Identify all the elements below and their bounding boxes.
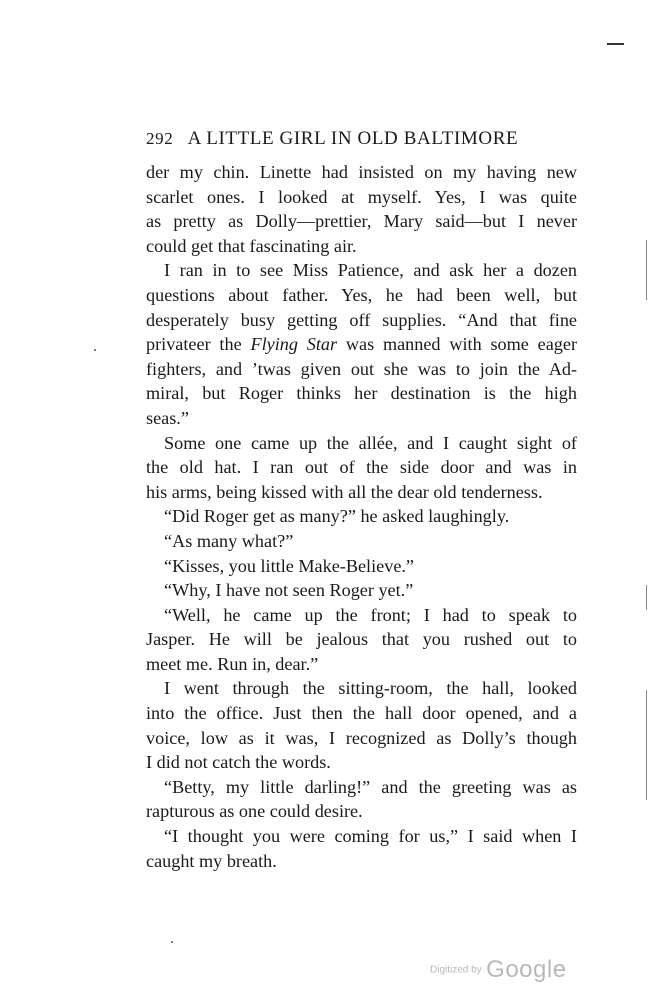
text-line: “Why, I have not seen Roger yet.” — [164, 580, 414, 601]
text-line: meet me. Run in, dear.” — [146, 653, 319, 674]
text-line: “I thought you were coming for us,” I said when I — [164, 826, 577, 847]
text-line: questions about father. Yes, he had been well, but — [146, 284, 577, 305]
watermark-prefix: Digitized by — [430, 964, 482, 976]
text-line: Some one came up the allée, and I caught sight of — [164, 432, 577, 453]
scan-speck — [94, 349, 96, 351]
body-text — [146, 160, 577, 873]
text-line: privateer the Flying Star was manned with some eager — [146, 334, 578, 355]
text-line: “As many what?” — [164, 530, 294, 551]
page-edge-shadow — [646, 240, 647, 300]
text-line: into the office. Just then the hall door opened, and a — [146, 703, 577, 724]
page-edge-mark — [607, 43, 624, 45]
text-line: “Betty, my little darling!” and the greeting was as — [164, 776, 577, 797]
page-number: 292 — [146, 129, 174, 148]
page-edge-shadow — [646, 690, 647, 800]
text-line: caught my breath. — [146, 850, 277, 871]
text-line: voice, low as it was, I recognized as Dolly’s though — [146, 727, 577, 748]
running-title: A LITTLE GIRL IN OLD BALTIMORE — [187, 128, 519, 149]
text-line: rapturous as one could desire. — [146, 801, 363, 822]
text-line: “Did Roger get as many?” he asked laughingly. — [164, 506, 510, 527]
google-logo: Google — [486, 956, 567, 983]
ship-name: Flying Star — [250, 334, 338, 355]
text-line: Jasper. He will be jealous that you rushed out to — [146, 629, 577, 650]
text-line: scarlet ones. I looked at myself. Yes, I was quite — [146, 186, 577, 207]
text-line: the old hat. I ran out of the side door and was in — [146, 457, 577, 478]
digitized-watermark — [430, 956, 567, 984]
text-line: “Kisses, you little Make-Believe.” — [164, 555, 415, 576]
text-line: I did not catch the words. — [146, 752, 331, 773]
text-line: fighters, and ’twas given out she was to join the Ad- — [146, 358, 577, 379]
text-line: der my chin. Linette had insisted on my having new — [146, 162, 577, 182]
text-line: “Well, he came up the front; I had to speak to — [164, 604, 577, 625]
text-line: his arms, being kissed with all the dear old tenderness. — [146, 481, 543, 502]
text-line: as pretty as Dolly—prettier, Mary said—but I never — [146, 211, 577, 232]
running-header — [146, 128, 578, 152]
text-line: I ran in to see Miss Patience, and ask her a dozen — [164, 260, 577, 281]
text-line: desperately busy getting off supplies. “And that fine — [146, 309, 577, 330]
page-edge-shadow — [646, 585, 647, 610]
scan-speck — [171, 941, 173, 943]
text-line: miral, but Roger thinks her destination is the high — [146, 383, 577, 404]
text-line: seas.” — [146, 407, 189, 428]
text-line: could get that fascinating air. — [146, 235, 357, 256]
text-line: I went through the sitting-room, the hall, looked — [164, 678, 577, 699]
